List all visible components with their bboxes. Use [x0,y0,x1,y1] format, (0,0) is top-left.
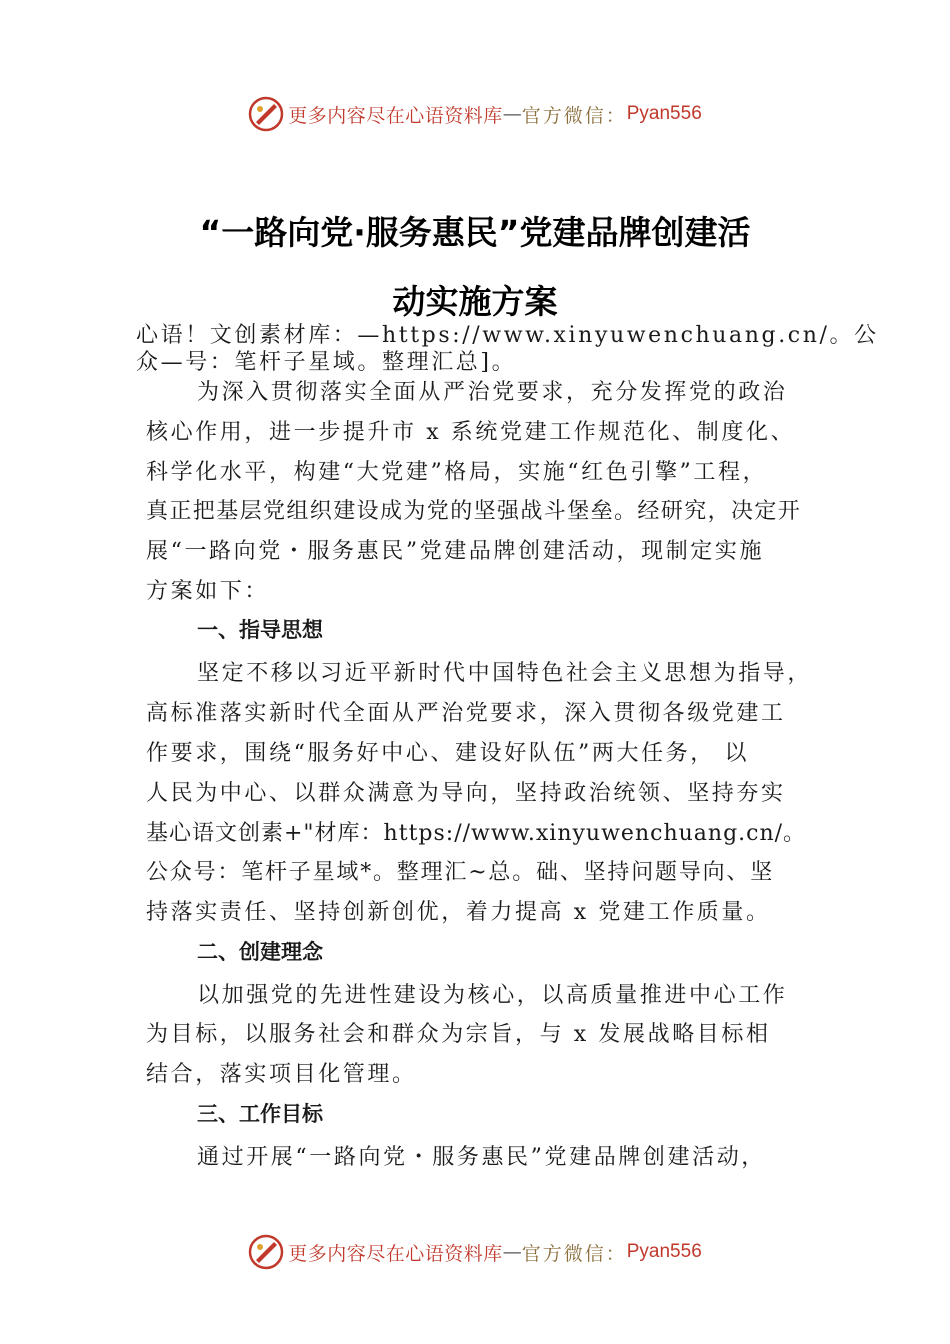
banner-dash: — [502,103,522,125]
paragraph-line: 坚定不移以习近平新时代中国特色社会主义思想为指导， [197,661,813,686]
paragraph-line: 高标准落实新时代全面从严治党要求，深入贯彻各级党建工 [146,701,786,726]
watermark-line: 心语！文创素材库：—https://www.xinyuwenchuang.cn/。公 [136,323,879,348]
brand-logo-icon [248,96,284,132]
paragraph-line: 公众号：笔杆子星域*。整理汇~总。础、坚持问题导向、坚 [146,860,775,885]
section-heading-1: 一、指导思想 [197,618,323,642]
paragraph-line: 基心语文创素+"材库：https://www.xinyuwenchuang.cn/。 [146,821,807,846]
brand-logo-icon [248,1234,284,1270]
section-heading-2: 二、创建理念 [197,940,323,964]
banner-wechat-label: 官方微信： [521,1242,627,1265]
paragraph-line: 人民为中心、以群众满意为导向，坚持政治统领、坚持夯实 [146,781,786,806]
paragraph-line: 为深入贯彻落实全面从严治党要求，充分发挥党的政治 [197,380,788,405]
banner-wechat-label: 官方微信： [521,104,627,127]
paragraph-line: 持落实责任、坚持创新创优，着力提高 x 党建工作质量。 [146,900,771,925]
header-banner [0,94,950,134]
paragraph-line: 通过开展“一路向党・服务惠民”党建品牌创建活动， [197,1145,766,1170]
paragraph-line: 展“一路向党・服务惠民”党建品牌创建活动，现制定实施 [146,539,765,564]
paragraph-line: 科学化水平，构建“大党建”格局，实施“红色引擎”工程， [146,460,768,485]
banner-main-text: 更多内容尽在心语资料库 [288,104,503,127]
paragraph-line: 核心作用，进一步提升市 x 系统党建工作规范化、制度化、 [146,420,796,445]
banner-dash: — [502,1241,522,1263]
paragraph-line: 方案如下： [146,579,270,604]
watermark-line: 众—号：笔杆子星域。整理汇总]。 [136,350,517,375]
document-title-line-1: “一路向党·服务惠民”党建品牌创建活 [199,213,751,252]
paragraph-line: 作要求，围绕“服务好中心、建设好队伍”两大任务， 以 [146,741,750,766]
section-heading-3: 三、工作目标 [197,1102,323,1126]
document-title-line-2: 动实施方案 [392,282,558,321]
footer-banner [0,1232,950,1272]
paragraph-line: 以加强党的先进性建设为核心，以高质量推进中心工作 [197,983,788,1008]
paragraph-line: 为目标，以服务社会和群众为宗旨，与 x 发展战略目标相 [146,1022,771,1047]
paragraph-line: 真正把基层党组织建设成为党的坚强战斗堡垒。经研究，决定开 [146,499,802,524]
banner-wechat-id: Pyan556 [626,103,702,124]
paragraph-line: 结合，落实项目化管理。 [146,1062,417,1087]
banner-wechat-id: Pyan556 [626,1241,702,1262]
banner-main-text: 更多内容尽在心语资料库 [288,1242,503,1265]
